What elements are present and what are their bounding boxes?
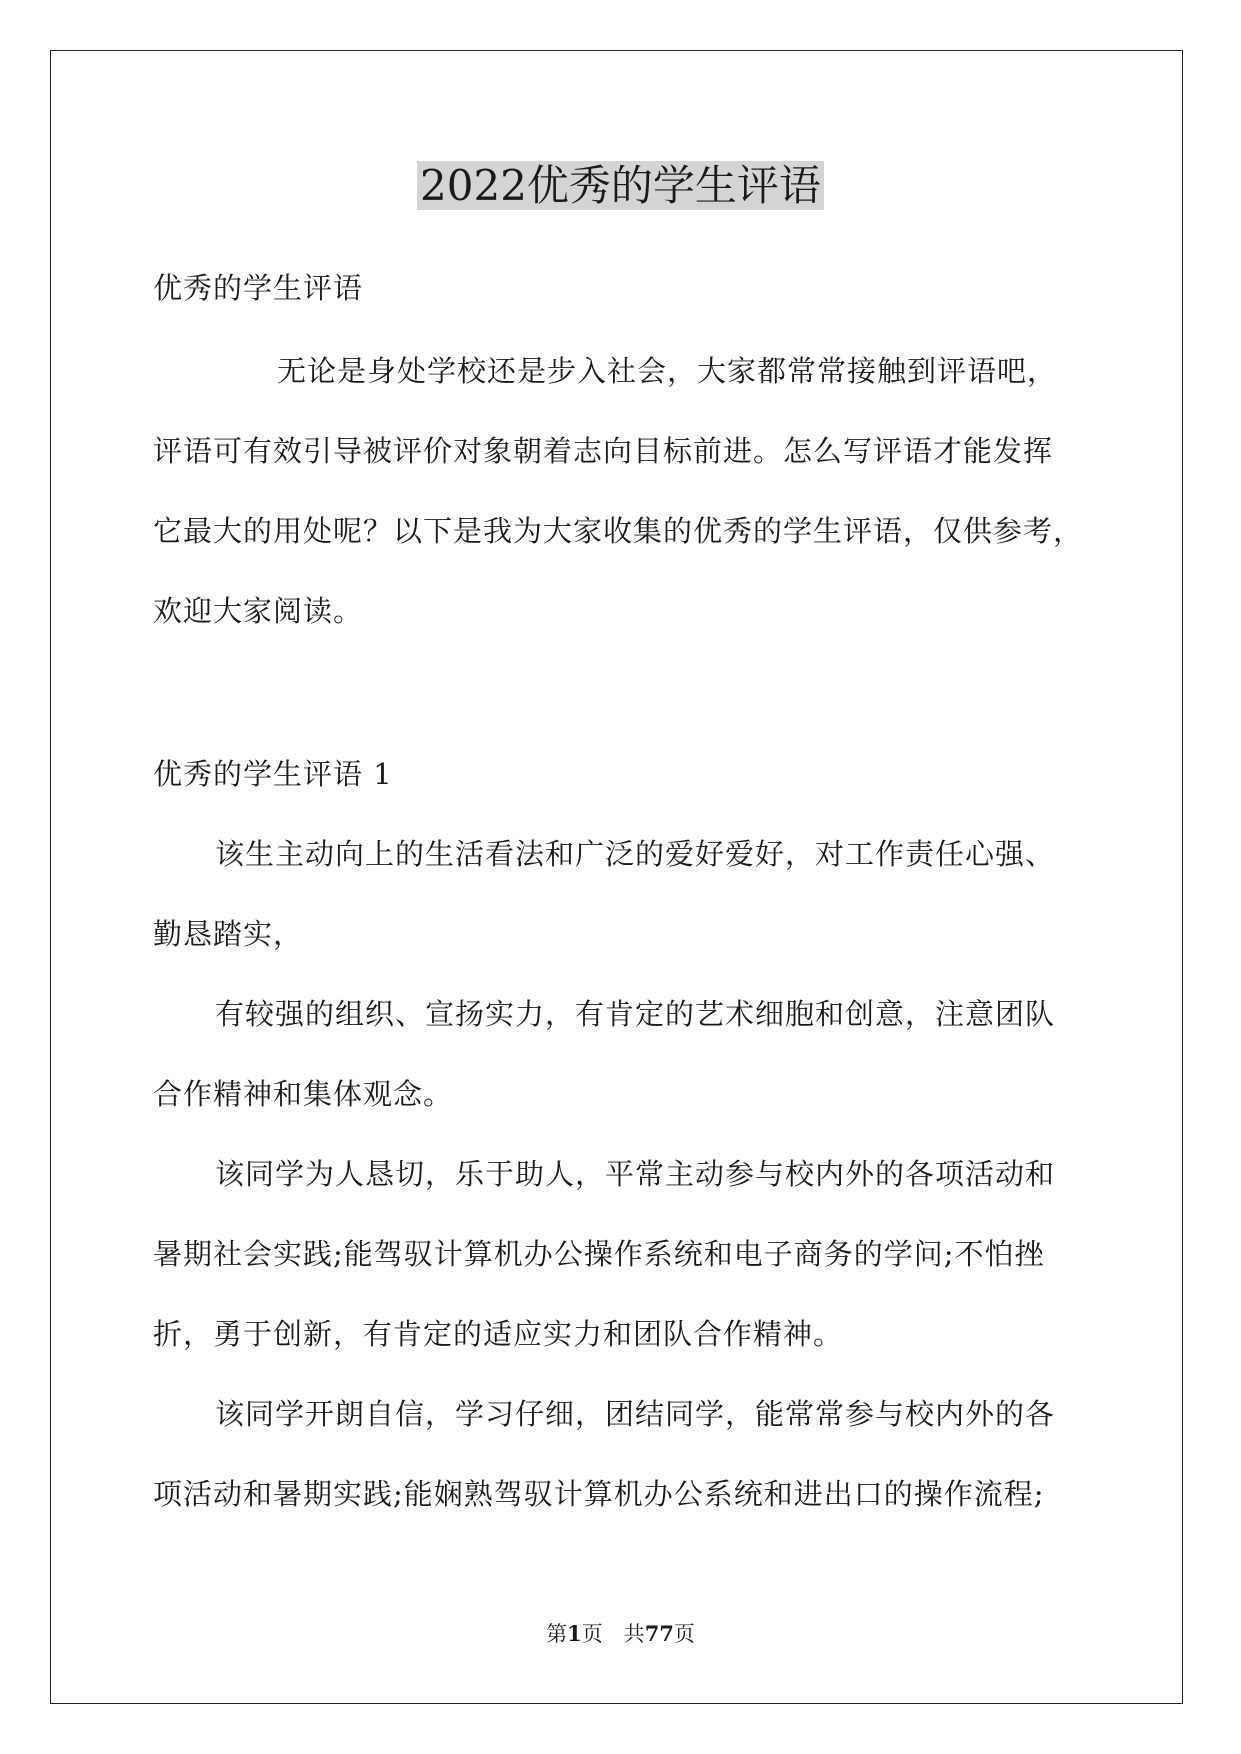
- paragraph-line: 该同学开朗自信，学习仔细，团结同学，能常常参与校内外的各: [215, 1397, 1056, 1431]
- intro-line: 它最大的用处呢？以下是我为大家收集的优秀的学生评语，仅供参考，: [153, 514, 1084, 548]
- total-page-count: 77: [644, 1621, 674, 1646]
- page-footer: [0, 1620, 1241, 1648]
- title-highlight: 2022优秀的学生评语: [417, 161, 824, 210]
- page-mid: 页 共: [581, 1622, 645, 1646]
- paragraph-line: 勤恳踏实，: [153, 917, 304, 951]
- paragraph-line: 项活动和暑期实践;能娴熟驾驭计算机办公系统和进出口的操作流程;: [153, 1477, 1045, 1511]
- subtitle: 优秀的学生评语: [153, 271, 364, 305]
- paragraph-line: 暑期社会实践;能驾驭计算机办公操作系统和电子商务的学问;不怕挫: [153, 1237, 1045, 1271]
- paragraph-line: 该同学为人恳切，乐于助人，平常主动参与校内外的各项活动和: [215, 1157, 1056, 1191]
- page-suffix: 页: [673, 1622, 695, 1646]
- document-title: [0, 155, 1241, 217]
- paragraph-line: 折，勇于创新，有肯定的适应实力和团队合作精神。: [153, 1317, 844, 1351]
- section-heading: 优秀的学生评语 1: [153, 757, 393, 791]
- paragraph-line: 该生主动向上的生活看法和广泛的爱好爱好，对工作责任心强、: [215, 837, 1056, 871]
- intro-line: 欢迎大家阅读。: [153, 594, 364, 628]
- paragraph-line: 有较强的组织、宣扬实力，有肯定的艺术细胞和创意，注意团队: [215, 997, 1056, 1031]
- paragraph-line: 合作精神和集体观念。: [153, 1077, 454, 1111]
- intro-line: 评语可有效引导被评价对象朝着志向目标前进。怎么写评语才能发挥: [153, 434, 1054, 468]
- current-page-number: 1: [567, 1621, 582, 1646]
- page-prefix: 第: [546, 1622, 568, 1646]
- intro-line: 无论是身处学校还是步入社会，大家都常常接触到评语吧，: [277, 354, 1058, 388]
